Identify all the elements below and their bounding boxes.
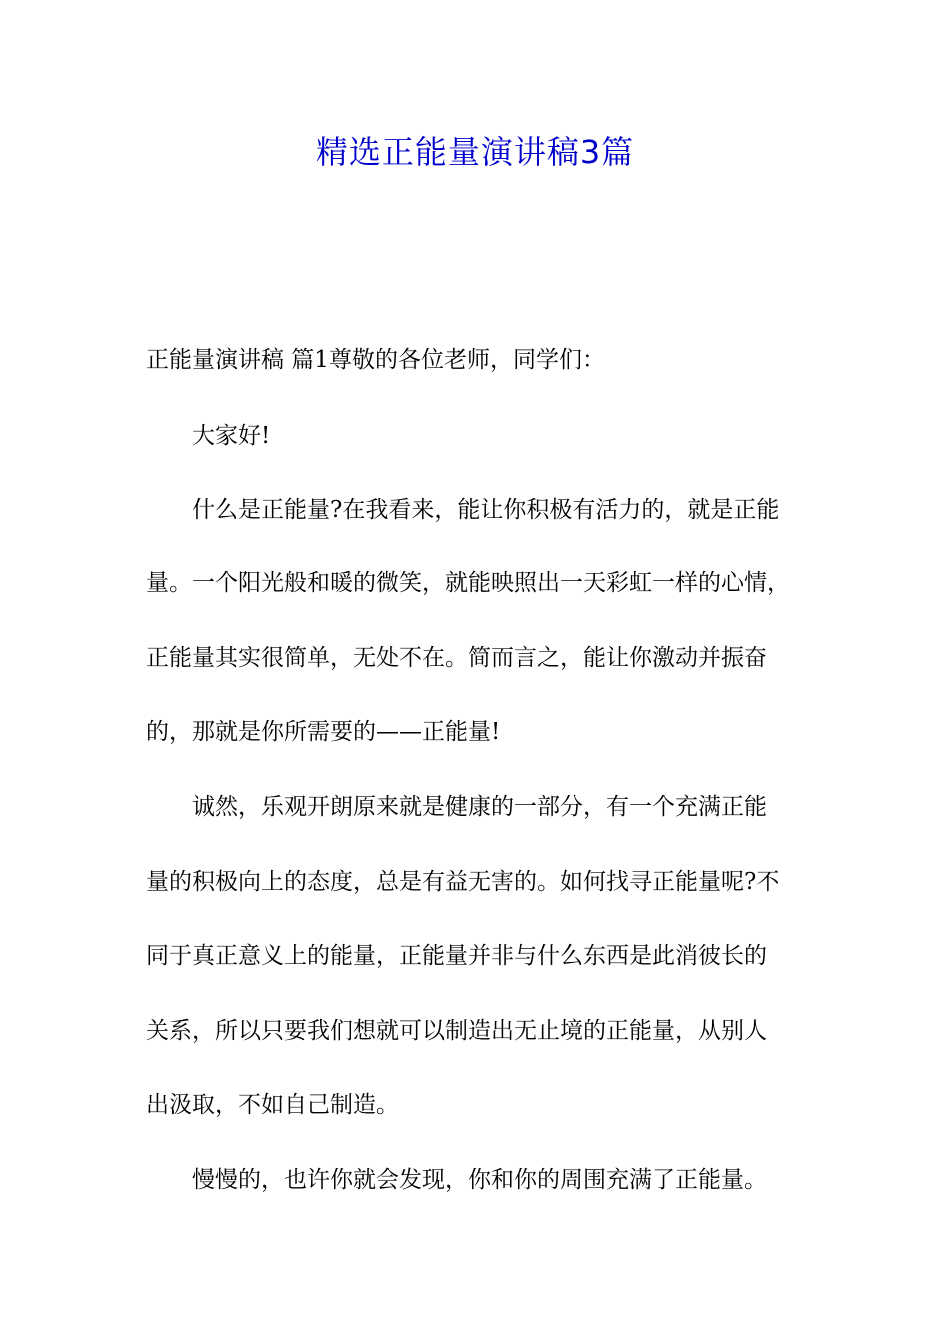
paragraph-line: 关系，所以只要我们想就可以制造出无止境的正能量，从别人 [146,1018,767,1044]
document-title: 精选正能量演讲稿3篇 [315,133,635,171]
paragraph-line: 量的积极向上的态度，总是有益无害的。如何找寻正能量呢?不 [146,869,780,895]
paragraph-line: 正能量其实很简单，无处不在。简而言之，能让你激动并振奋 [146,645,767,671]
paragraph-line: 出汲取，不如自己制造。 [146,1092,399,1118]
paragraph-line: 的，那就是你所需要的——正能量! [146,719,501,745]
paragraph-line: 什么是正能量?在我看来，能让你积极有活力的，就是正能 [192,497,780,523]
paragraph-line: 大家好! [192,423,271,449]
paragraph-line: 正能量演讲稿 篇1尊敬的各位老师，同学们： [146,347,605,373]
paragraph-line: 量。一个阳光般和暖的微笑，就能映照出一天彩虹一样的心情， [146,570,790,596]
paragraph-line: 诚然，乐观开朗原来就是健康的一部分，有一个充满正能 [192,794,767,820]
paragraph-line: 慢慢的，也许你就会发现，你和你的周围充满了正能量。 [192,1167,767,1193]
paragraph-line: 同于真正意义上的能量，正能量并非与什么东西是此消彼长的 [146,943,767,969]
